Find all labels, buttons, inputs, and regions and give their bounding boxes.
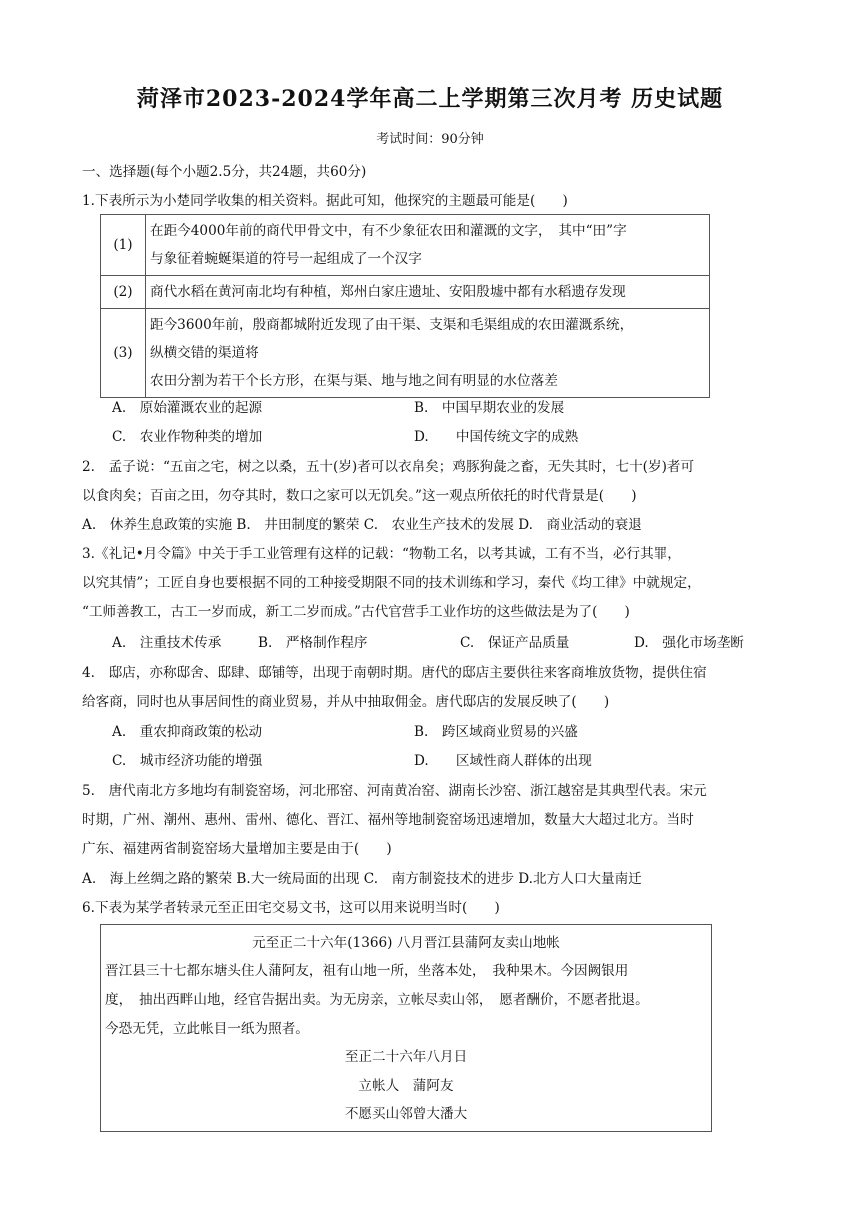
q2-line-1: 2. 孟子说：“五亩之宅，树之以桑，五十(岁)者可以衣帛矣；鸡豚狗彘之畜，无失其时，七十(岁)者可 bbox=[82, 459, 695, 475]
q3-line-3: “工师善教工，古工一岁而成，新工二岁而成。”古代官营手工业作坊的这些做法是为了( ) bbox=[82, 604, 630, 620]
q3-line-1: 3.《礼记•月令篇》中关于手工业管理有这样的记载：“物勒工名，以考其诚，工有不当，必行其罪， bbox=[82, 546, 681, 562]
deed-line-1: 晋江县三十七都东塘头住人蒲阿友，祖有山地一所，坐落本处， 我种果木。今因阙银用 bbox=[105, 963, 629, 979]
row-content bbox=[146, 309, 710, 398]
row-content bbox=[146, 215, 710, 276]
row-text: 商代水稻在黄河南北均有种植，郑州白家庄遗址、安阳殷墟中都有水稻遗存发现 bbox=[150, 284, 626, 300]
page-title: 菏泽市2023-2024学年高二上学期第三次月考 历史试题 bbox=[136, 86, 724, 112]
section-heading: 一、选择题(每个小题2.5分，共24题，共60分) bbox=[82, 164, 367, 180]
row-text: 农田分割为若干个长方形，在渠与渠、地与地之间有明显的水位落差 bbox=[150, 373, 558, 389]
q2-line-2: 以食肉矣；百亩之田，勿夺其时，数口之家可以无饥矣。”这一观点所依托的时代背景是( ) bbox=[82, 488, 637, 504]
q5-line-1: 5. 唐代南北方多地均有制瓷窑场，河北邢窑、河南黄冶窑、湖南长沙窑、浙江越窑是其典型代表。宋元 bbox=[82, 783, 707, 799]
q5-line-3: 广东、福建两省制瓷窑场大量增加主要是由于( ) bbox=[82, 841, 392, 857]
row-number: (3) bbox=[101, 309, 146, 398]
q3-option-b: B. 严格制作程序 bbox=[258, 635, 368, 651]
deed-line-2: 度， 抽出西畔山地，经官告据出卖。为无房亲，立帐尽卖山邻， 愿者酬价，不愿者批退。 bbox=[105, 992, 649, 1008]
q4-option-d: D. 区域性商人群体的出现 bbox=[414, 753, 592, 769]
q1-option-c: C. 农业作物种类的增加 bbox=[112, 429, 263, 445]
q1-option-b: B. 中国早期农业的发展 bbox=[414, 400, 565, 416]
table-row bbox=[101, 309, 710, 398]
deed-date: 至正二十六年八月日 bbox=[344, 1049, 468, 1065]
deed-signer: 立帐人 蒲阿友 bbox=[358, 1078, 454, 1094]
q1-option-a: A. 原始灌溉农业的起源 bbox=[112, 400, 263, 416]
row-text: 纵横交错的渠道将 bbox=[150, 345, 259, 361]
row-number: (2) bbox=[101, 276, 146, 309]
q4-option-c: C. 城市经济功能的增强 bbox=[112, 753, 263, 769]
exam-time: 考试时间：90分钟 bbox=[376, 132, 484, 147]
q4-line-1: 4. 邸店，亦称邸舍、邸肆、邸铺等，出现于南朝时期。唐代的邸店主要供往来客商堆放货物，提供住宿 bbox=[82, 665, 707, 681]
row-text: 与象征着蜿蜒渠道的符号一起组成了一个汉字 bbox=[150, 251, 422, 267]
q3-line-2: 以究其情”；工匠自身也要根据不同的工种接受期限不同的技术训练和学习，秦代《均工律》中就规定， bbox=[82, 575, 701, 591]
deed-heading: 元至正二十六年(1366) 八月晋江县蒲阿友卖山地帐 bbox=[252, 935, 560, 951]
deed-line-3: 今恐无凭，立此帐目一纸为照者。 bbox=[105, 1021, 309, 1037]
q3-option-d: D. 强化市场垄断 bbox=[634, 635, 744, 651]
q5-line-2: 时期，广州、潮州、惠州、雷州、德化、晋江、福州等地制瓷窑场迅速增加，数量大大超过北方。当时 bbox=[82, 812, 694, 828]
row-text: 在距今4000年前的商代甲骨文中，有不少象征农田和灌溉的文字， 其中“田”字 bbox=[150, 223, 627, 239]
q2-options: A. 休养生息政策的实施 B. 井田制度的繁荣 C. 农业生产技术的发展 D. 商业活动的衰退 bbox=[82, 517, 642, 533]
q6-deed-box bbox=[100, 924, 712, 1132]
q1-stem: 1.下表所示为小楚同学收集的相关资料。据此可知，他探究的主题最可能是( ) bbox=[82, 193, 568, 209]
q4-line-2: 给客商，同时也从事居间性的商业贸易，并从中抽取佣金。唐代邸店的发展反映了( ) bbox=[82, 694, 610, 710]
deed-witness: 不愿买山邻曾大潘大 bbox=[344, 1106, 468, 1122]
q4-option-a: A. 重农抑商政策的松动 bbox=[112, 724, 263, 740]
q3-option-a: A. 注重技术传承 bbox=[112, 635, 222, 651]
table-row bbox=[101, 215, 710, 276]
q6-stem: 6.下表为某学者转录元至正田宅交易文书，这可以用来说明当时( ) bbox=[82, 900, 500, 916]
q1-source-table bbox=[100, 214, 710, 398]
row-text: 距今3600年前，殷商都城附近发现了由干渠、支渠和毛渠组成的农田灌溉系统， bbox=[150, 317, 634, 333]
q1-option-d: D. 中国传统文字的成熟 bbox=[414, 429, 579, 445]
q3-option-c: C. 保证产品质量 bbox=[460, 635, 570, 651]
q4-option-b: B. 跨区域商业贸易的兴盛 bbox=[414, 724, 578, 740]
row-number: (1) bbox=[101, 215, 146, 276]
row-content bbox=[146, 276, 710, 309]
table-row bbox=[101, 276, 710, 309]
q5-options: A. 海上丝绸之路的繁荣 B.大一统局面的出现 C. 南方制瓷技术的进步 D.北方人口大量南迁 bbox=[82, 871, 642, 887]
